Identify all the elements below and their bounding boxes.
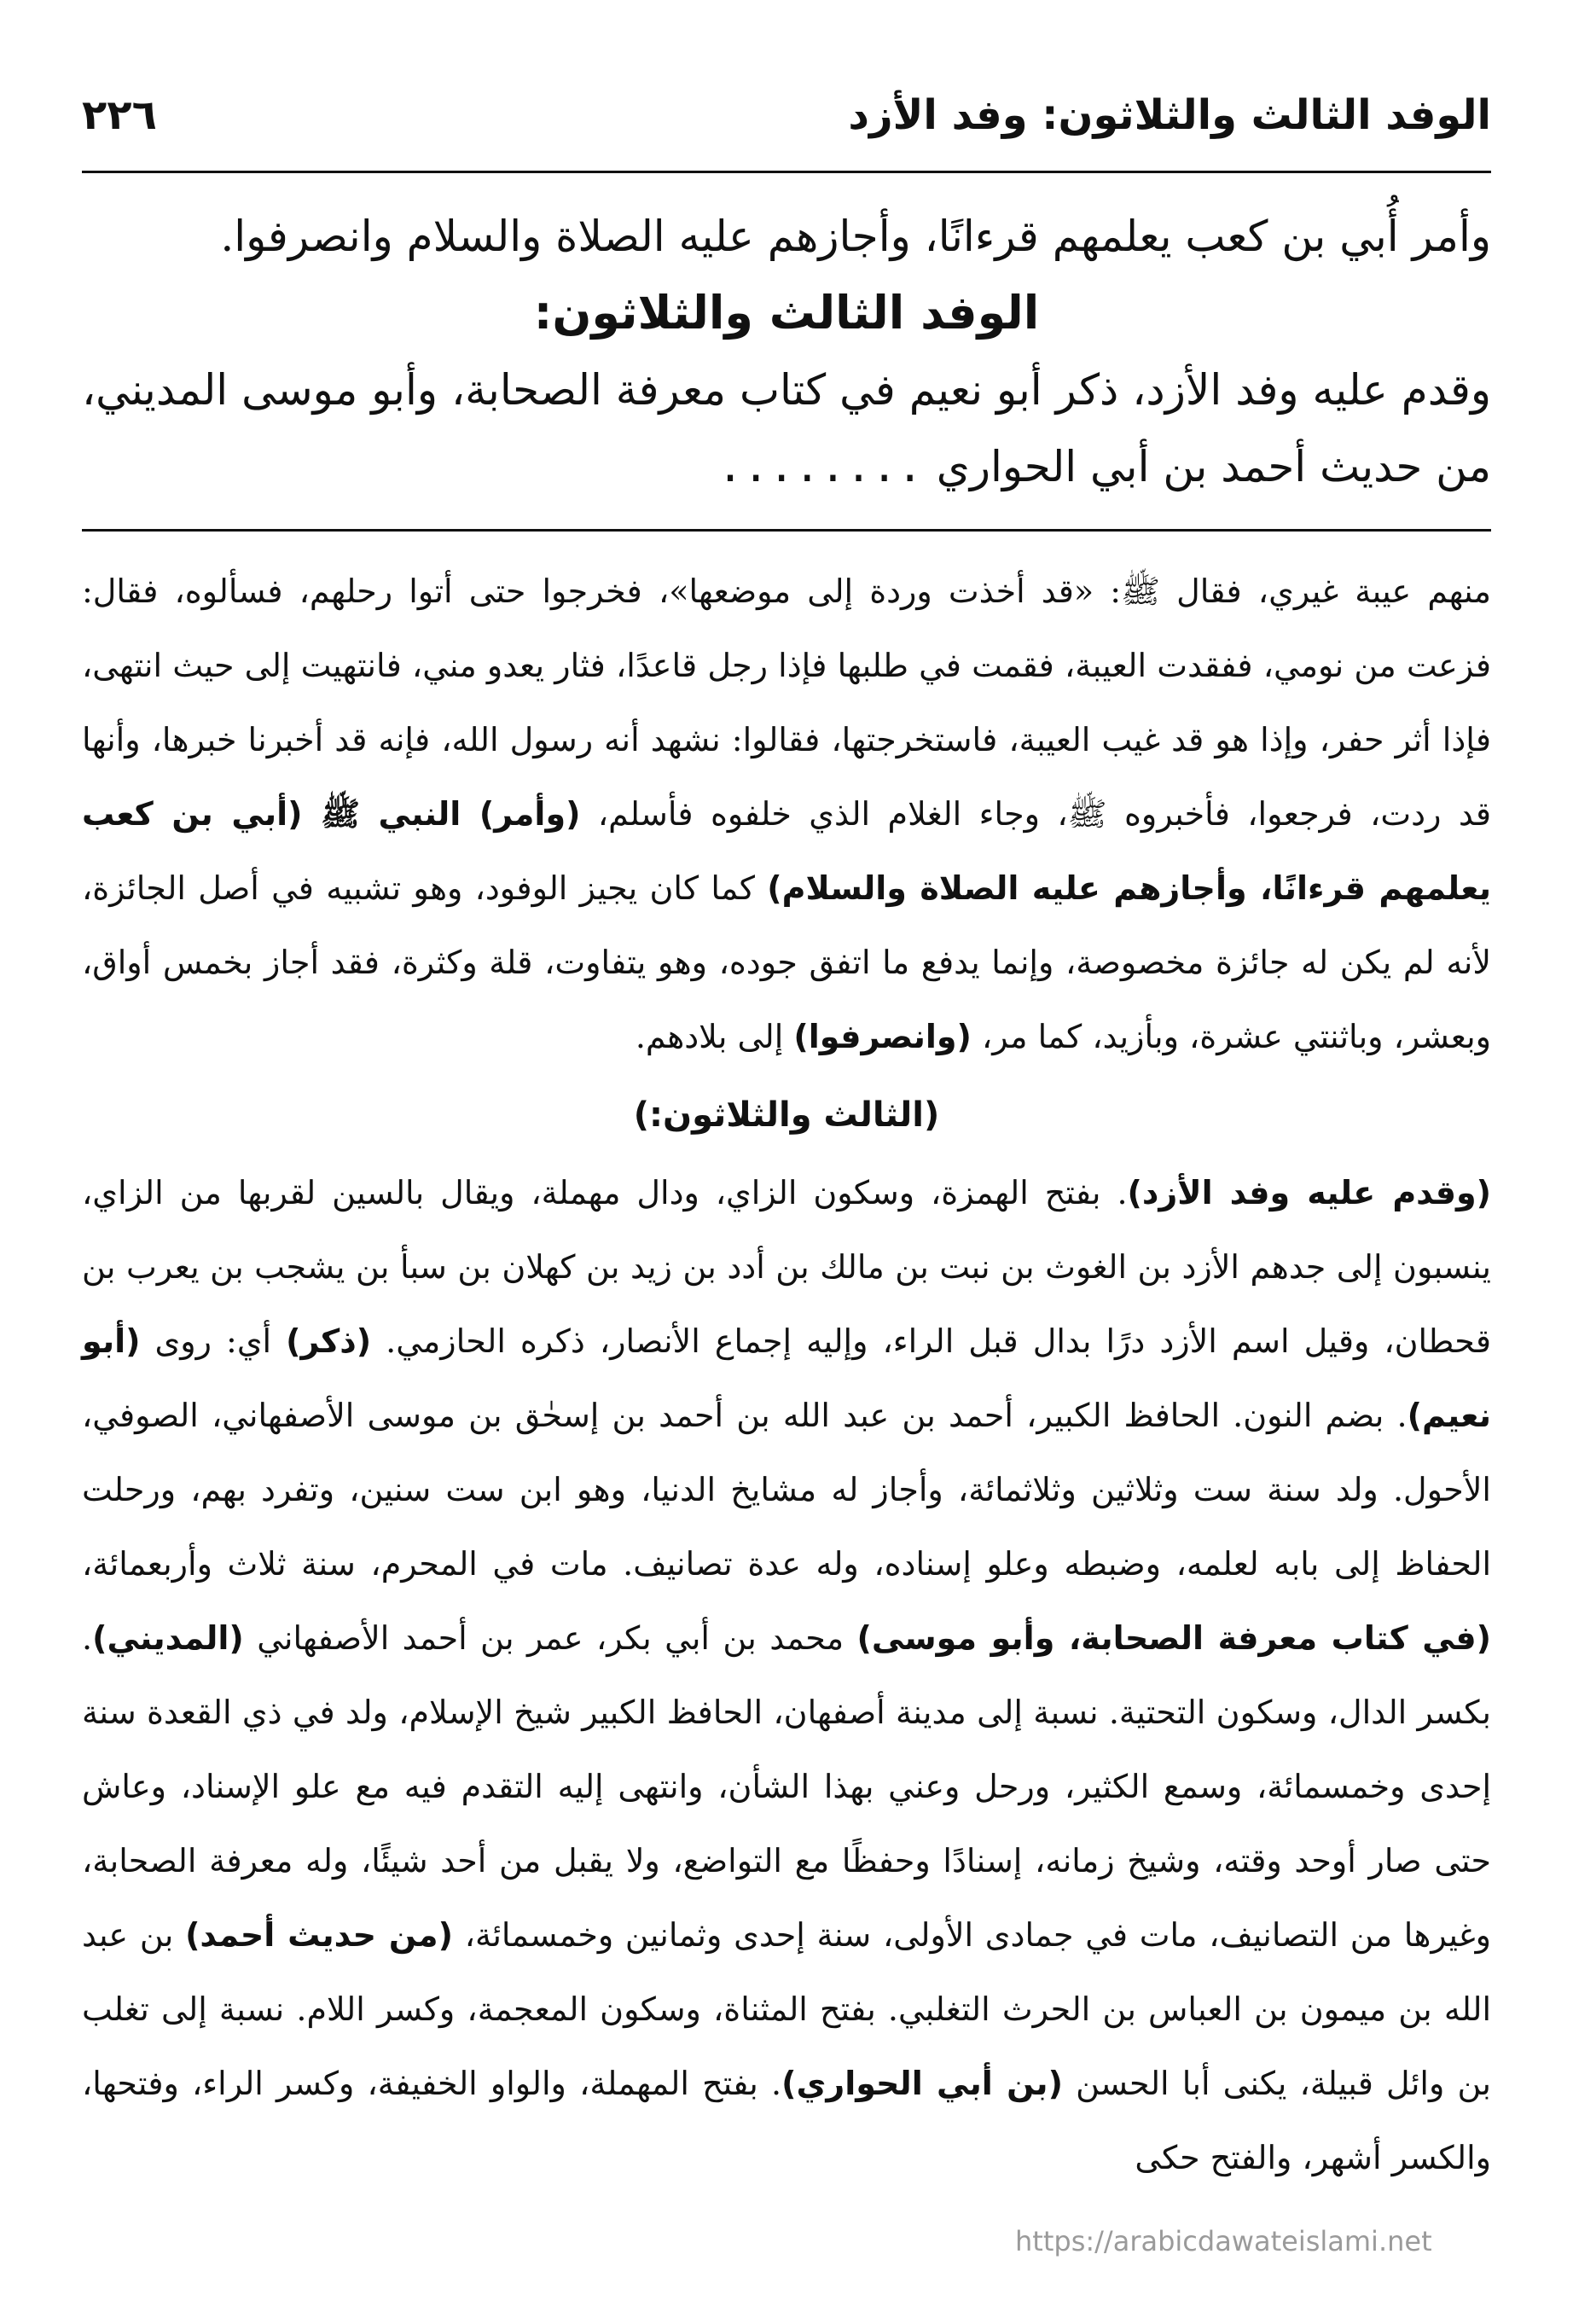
quoted-main-text: (ذكر) (286, 1322, 372, 1360)
watermark-url: https://arabicdawateislami.net (1015, 2225, 1432, 2257)
commentary-text: . بكسر الدال، وسكون التحتية. نسبة إلى مدينة أصفهان، الحافظ الكبير شيخ الإسلام، ولد في ذي القعدة سنة إحدى وخمسمائة، وسمع الكثير، ورحل وعني بهذا الشأن، وانتهى إليه التقدم فيه مع علو الإسناد، وعاش حتى صار أوحد وقته، وشيخ زمانه، إسنادًا وحفظًا مع التواضع، ولا يقبل من أحد شيئًا، وله معرفة الصحابة، وغيرها من التصانيف، مات في جمادى الأولى، سنة إحدى وثمانين وخمسمائة، (82, 1619, 1492, 1954)
commentary-text: بن عبد الله بن ميمون بن العباس بن الحرث التغلبي. بفتح المثناة، وسكون المعجمة، وكسر اللام. نسبة إلى تغلب بن وائل قبيلة، يكنى أبا الحسن (82, 1916, 1491, 2102)
main-text (82, 198, 1491, 505)
quoted-main-text: (المديني) (92, 1619, 244, 1657)
commentary-text: . بفتح الهمزة، وسكون الزاي، ودال مهملة، ويقال بالسين لقربها من الزاي، ينسبون إلى جدهم الأزد بن الغوث بن نبت بن مالك بن أدد بن زيد بن كهلان بن سبأ بن يشجب بن يعرب بن قحطان، وقيل اسم الأزد درًا بدال قبل الراء، وإليه إجماع الأنصار، ذكره الحازمي. (82, 1174, 1491, 1360)
commentary-paragraph-2 (82, 1156, 1491, 2195)
main-line-1: وأمر أُبي بن كعب يعلمهم قرءانًا، وأجازهم عليه الصلاة والسلام وانصرفوا. (220, 212, 1491, 261)
ellipsis-dots: ........ (717, 442, 923, 491)
quoted-main-text: (أبو نعيم) (82, 1322, 1491, 1434)
commentary-text: . بضم النون. الحافظ الكبير، أحمد بن عبد الله بن أحمد بن إسحٰق بن موسى الأصفهاني، الصوفي، الأحول. ولد سنة ست وثلاثين وثلاثمائة، وأجاز له مشايخ الدنيا، وهو ابن ست سنين، وتفرد بهم، ورحلت الحفاظ إلى بابه لعلمه، وضبطه وعلو إسناده، وله عدة تصانيف. مات في المحرم، سنة ثلاث وأربعمائة، (82, 1397, 1491, 1583)
commentary-text: محمد بن أبي بكر، عمر بن أحمد الأصفهاني (243, 1619, 857, 1657)
commentary-text: منهم عيبة غيري، فقال ﷺ: «قد أخذت وردة إلى موضعها»، فخرجوا حتى أتوا رحلهم، فسألوه، فقال: فزعت من نومي، ففقدت العيبة، فقمت في طلبها فإذا رجل قاعدًا، فثار يعدو مني، فانتهيت إلى حيث انتهى، فإذا أثر حفر، وإذا هو قد غيب العيبة، فاستخرجتها، فقالوا: نشهد أنه رسول الله، فإنه قد أخبرنا خبرها، وأنها قد ردت، فرجعوا، فأخبروه ﷺ، وجاء الغلام الذي خلفوه فأسلم، (82, 572, 1491, 833)
page-number: ٢٢٦ (82, 91, 157, 139)
quoted-main-text: (في كتاب معرفة الصحابة، وأبو موسى) (856, 1619, 1491, 1657)
main-paragraph-1 (82, 352, 1491, 505)
footnote-separator-rule (82, 529, 1491, 532)
commentary-block (82, 555, 1491, 2195)
commentary-sub-heading: (الثالث والثلاثون:) (633, 1095, 940, 1135)
quoted-main-text: (بن أبي الحواري) (781, 2065, 1063, 2102)
quoted-main-text: (وأمر) النبي ﷺ (أبي بن كعب يعلمهم قرءانًا، وأجازهم عليه الصلاة والسلام) (82, 795, 1491, 907)
commentary-text: إلى بلادهم. (635, 1018, 794, 1055)
header-rule (82, 171, 1491, 173)
section-heading: الوفد الثالث والثلاثون: (533, 286, 1040, 340)
commentary-paragraph-1 (82, 555, 1491, 1074)
main-paragraph-text: وقدم عليه وفد الأزد، ذكر أبو نعيم في كتاب معرفة الصحابة، وأبو موسى المديني، من حديث أحمد بن أبي الحواري (82, 365, 1491, 491)
commentary-text: كما كان يجيز الوفود، وهو تشبيه في أصل الجائزة، لأنه لم يكن له جائزة مخصوصة، وإنما يدفع ما اتفق جوده، وهو يتفاوت، قلة وكثرة، فقد أجاز بخمس أواق، وبعشر، وباثنتي عشرة، وبأزيد، كما مر، (82, 869, 1491, 1055)
quoted-main-text: (وانصرفوا) (793, 1018, 972, 1055)
quoted-main-text: (من حديث أحمد) (185, 1916, 453, 1954)
page-header (82, 85, 1491, 145)
commentary-text: . بفتح المهملة، والواو الخفيفة، وكسر الراء، وفتحها، والكسر أشهر، والفتح حكى (82, 2065, 1491, 2176)
running-title: الوفد الثالث والثلاثون: وفد الأزد (848, 91, 1491, 139)
commentary-text: أي: روى (140, 1322, 287, 1360)
quoted-main-text: (وقدم عليه وفد الأزد) (1127, 1174, 1491, 1211)
